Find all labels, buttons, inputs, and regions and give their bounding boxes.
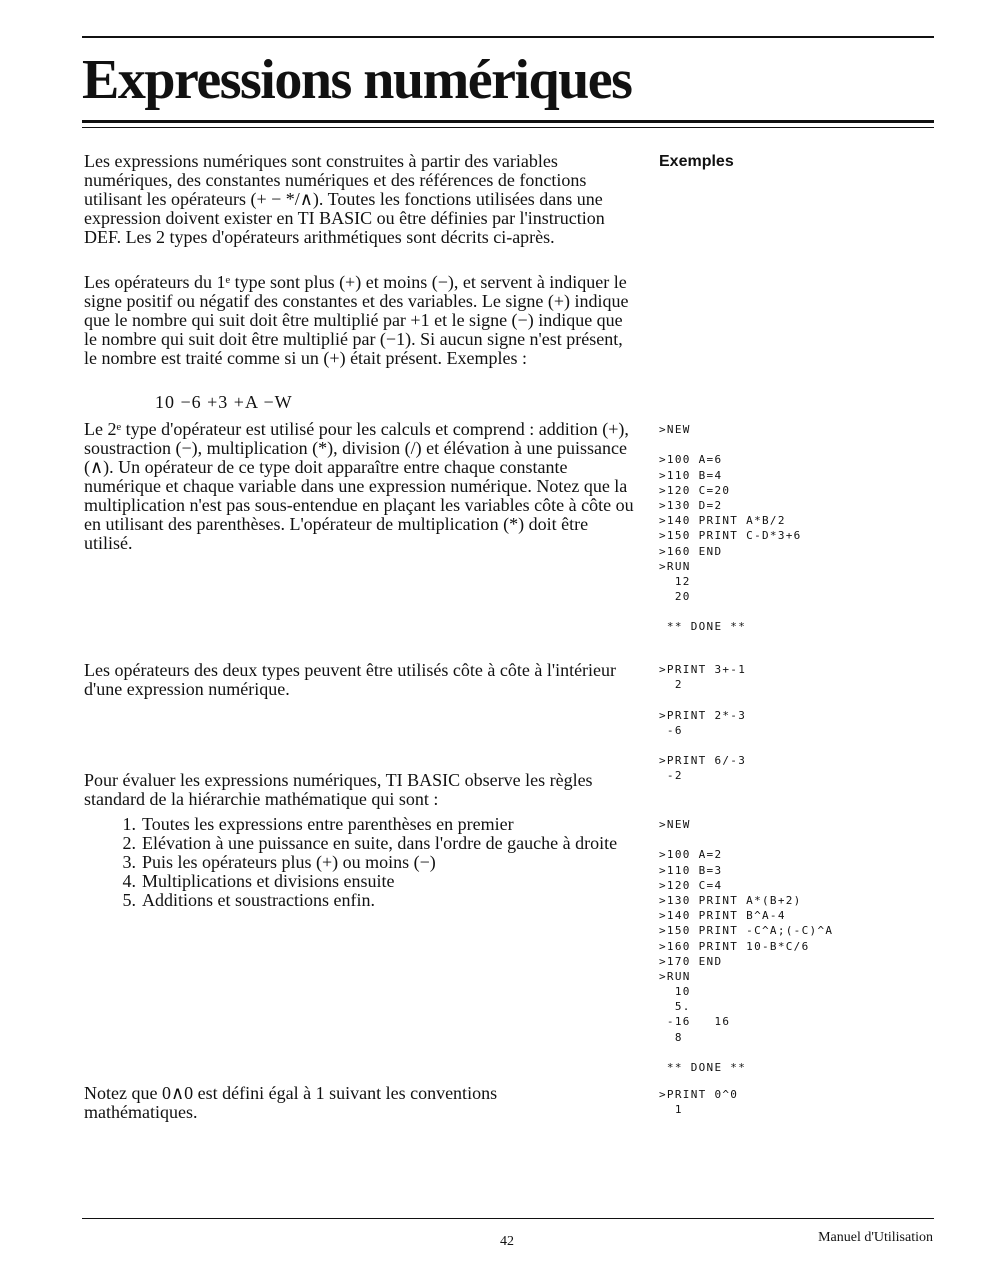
code-line: >120 C=4 bbox=[659, 878, 723, 892]
code-line bbox=[659, 437, 802, 452]
paragraph-type2-operators: Le 2ᵉ type d'opérateur est utilisé pour les calculs et comprend : addition (+), soustraction (−), multiplication (*), division (/) et élévation à une puissance (∧). Un opérateur de ce type doit apparaître entre chaque constante numérique et chaque variable dans une expression numérique. Notez que la multiplication n'est pas sous-entendue en plaçant les variables côte à côte ou en utilisant des parenthèses. L'opérateur de multiplication (*) doit être utilisé. bbox=[84, 419, 634, 553]
code-line: >110 B=3 bbox=[659, 863, 723, 877]
list-item-text: Toutes les expressions entre parenthèses en premier bbox=[142, 814, 514, 834]
page-title: Expressions numériques bbox=[82, 49, 632, 111]
code-block-example-4 bbox=[659, 1087, 738, 1117]
code-line: 12 bbox=[659, 574, 691, 588]
list-item bbox=[110, 853, 620, 872]
list-item-text: Puis les opérateurs plus (+) ou moins (−) bbox=[142, 852, 436, 872]
list-item-text: Elévation à une puissance en suite, dans l'ordre de gauche à droite bbox=[142, 833, 618, 853]
code-block-example-3 bbox=[659, 817, 833, 1075]
code-line: >150 PRINT C-D*3+6 bbox=[659, 529, 802, 543]
code-line: >100 A=6 bbox=[659, 453, 723, 467]
list-item-text: Multiplications et divisions ensuite bbox=[142, 871, 395, 891]
manual-title: Manuel d'Utilisation bbox=[818, 1230, 933, 1245]
code-line: >PRINT 0^0 bbox=[659, 1088, 739, 1101]
code-block-example-1 bbox=[659, 422, 802, 635]
code-line: 10 bbox=[659, 985, 691, 999]
list-item bbox=[110, 815, 620, 834]
list-item-number: 5. bbox=[122, 890, 136, 910]
paragraph-hierarchy: Pour évaluer les expressions numériques, TI BASIC observe les règles standard de la hiérarchie mathématique qui sont : bbox=[84, 770, 593, 809]
code-line: -2 bbox=[659, 769, 683, 783]
code-line: >100 A=2 bbox=[659, 848, 723, 862]
code-line bbox=[659, 692, 746, 707]
code-line: 5. bbox=[659, 1000, 691, 1014]
paragraph-intro: Les expressions numériques sont construites à partir des variables numériques, des constantes numériques et des références de fonctions utilisant les opérateurs (+ − */∧). Toutes les fonctions utilisées dans une expression doivent exister en TI BASIC ou être définies par l'instruction DEF. Les 2 types d'opérateurs arithmétiques sont décrits ci-après. bbox=[84, 151, 605, 247]
list-item-number: 1. bbox=[122, 814, 136, 834]
code-line bbox=[659, 604, 802, 619]
code-line: 20 bbox=[659, 590, 691, 604]
examples-heading: Exemples bbox=[659, 153, 734, 170]
code-line: ** DONE ** bbox=[659, 620, 747, 634]
top-rule bbox=[82, 36, 934, 38]
title-rule-thin bbox=[82, 127, 934, 128]
code-line: -6 bbox=[659, 723, 683, 737]
page-number: 42 bbox=[500, 1234, 514, 1249]
paragraph-combined-operators: Les opérateurs des deux types peuvent être utilisés côte à côte à l'intérieur d'une expression numérique. bbox=[84, 660, 617, 699]
code-line: >160 PRINT 10-B*C/6 bbox=[659, 939, 810, 953]
code-line bbox=[659, 1045, 833, 1060]
code-line: >110 B=4 bbox=[659, 468, 723, 482]
code-line: >120 C=20 bbox=[659, 483, 731, 497]
code-line: >PRINT 6/-3 bbox=[659, 754, 747, 768]
code-line: -16 16 bbox=[659, 1015, 731, 1029]
list-item-number: 4. bbox=[122, 871, 136, 891]
code-line: 1 bbox=[659, 1103, 683, 1117]
code-line bbox=[659, 832, 833, 847]
list-item-text: Additions et soustractions enfin. bbox=[142, 890, 375, 910]
code-line bbox=[659, 738, 746, 753]
footer-rule bbox=[82, 1218, 934, 1219]
code-line: >NEW bbox=[659, 818, 691, 831]
code-line: >PRINT 2*-3 bbox=[659, 708, 747, 722]
list-item-number: 3. bbox=[122, 852, 136, 872]
list-item bbox=[110, 834, 620, 853]
code-line: >170 END bbox=[659, 954, 723, 968]
paragraph-zero-power: Notez que 0∧0 est défini égal à 1 suivant les conventions mathématiques. bbox=[84, 1083, 498, 1122]
code-line: >160 END bbox=[659, 544, 723, 558]
code-line: >PRINT 3+-1 bbox=[659, 663, 747, 676]
code-line: >140 PRINT B^A-4 bbox=[659, 909, 786, 923]
list-item bbox=[110, 891, 620, 910]
code-line: >RUN bbox=[659, 559, 691, 573]
hierarchy-rules-list bbox=[110, 815, 620, 910]
code-line: >140 PRINT A*B/2 bbox=[659, 514, 786, 528]
list-item bbox=[110, 872, 620, 891]
code-line: >130 PRINT A*(B+2) bbox=[659, 893, 802, 907]
list-item-number: 2. bbox=[122, 833, 136, 853]
title-rule-thick bbox=[82, 120, 934, 123]
paragraph-type1-operators: Les opérateurs du 1ᵉ type sont plus (+) et moins (−), et servent à indiquer le signe positif ou négatif des constantes et des variables. Le signe (+) indique que le nombre qui suit doit être multiplié par +1 et le signe (−) indique que le nombre qui suit doit être multiplié par (−1). Si aucun signe n'est présent, le nombre est traité comme si un (+) était présent. Exemples : bbox=[84, 272, 629, 368]
code-line: >150 PRINT -C^A;(-C)^A bbox=[659, 924, 834, 938]
code-line: 2 bbox=[659, 678, 683, 692]
sign-example-expression: 10 −6 +3 +A −W bbox=[155, 392, 293, 412]
code-line: >RUN bbox=[659, 969, 691, 983]
code-line: >NEW bbox=[659, 423, 691, 436]
code-block-example-2 bbox=[659, 662, 746, 784]
code-line: >130 D=2 bbox=[659, 498, 723, 512]
code-line: ** DONE ** bbox=[659, 1061, 747, 1074]
code-line: 8 bbox=[659, 1030, 683, 1044]
